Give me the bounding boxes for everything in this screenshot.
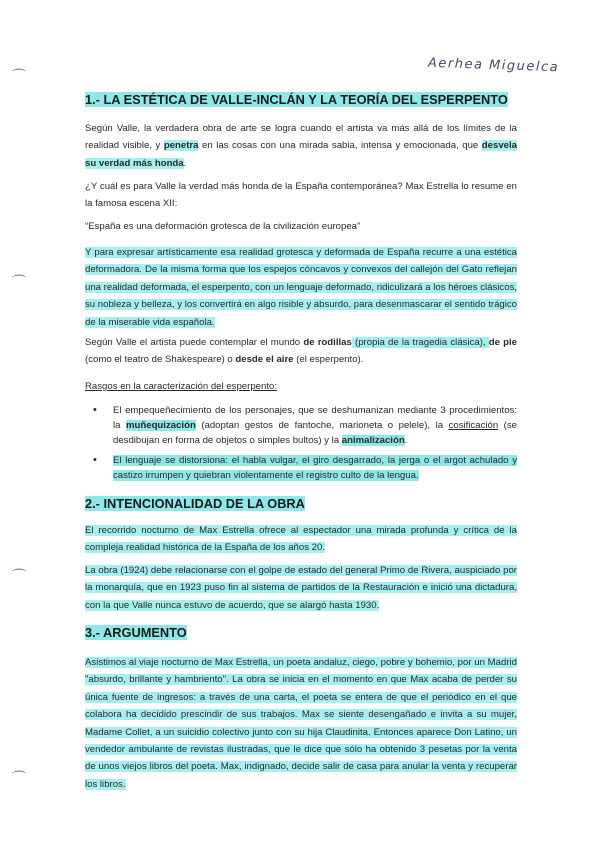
s2-paragraph-1: El recorrido nocturno de Max Estrella ofrece al espectador una mirada profunda y crítica de la compleja realidad histórica de la España de los años 20. [85,525,517,554]
section-2-heading: 2.- INTENCIONALIDAD DE LA OBRA [85,496,305,511]
s1-paragraph-4: Según Valle el artista puede contemplar el mundo de rodillas (propia de la tragedia clásica), de pie (como el teatro de Shakespeare) o desde el aire (el esperpento). [85,337,518,366]
rasgos-heading: Rasgos en la caracterización del esperpento: [85,381,277,392]
s2-paragraph-2: La obra (1924) debe relacionarse con el golpe de estado del general Primo de Rivera, auspiciado por la monarquía, que en 1923 puso fin al sistema de partidos de la Restauración e inició una dictadura, con la que Valle nunca estuvo de acuerdo, que se alargó hasta 1930. [85,565,517,611]
section-1-heading: 1.- LA ESTÉTICA DE VALLE-INCLÁN Y LA TEORÍA DEL ESPERPENTO [85,92,508,107]
s3-paragraph-1: Asistimos al viaje nocturno de Max Estrella, un poeta andaluz, ciego, pobre y bohemio, por un Madrid "absurdo, brillante y hambriento". La obra se inicia en el momento en que Max acaba de perder su única fuente de ingresos: a través de una carta, el poeta se entera de que el periódico en el que colabora ha decidido prescindir de sus trabajos. Max se siente desengañado e invita a su mujer, Madame Collet, a un suicidio colectivo junto con su hija Claudinita. Entonces aparece Don Latino, un vendedor ambulante de revistas ilustradas, que le dice que sólo ha obtenido 3 pesetas por la venta de unos viejos libros del poeta. Max, indignado, decide salir de casa para anular la venta y recuperar los libros. [85,657,517,790]
s1-paragraph-3: Y para expresar artísticamente esa realidad grotesca y deformada de España recurre a una estética deformadora. De la misma forma que los espejos cóncavos y convexos del callejón del Gato reflejan una realidad deformada, el esperpento, con un lenguaje deformado, ridiculizará a los héroes clásicos, su nobleza y belleza, y los convertirá en algo risible y absurdo, para desenmascarar el sentido trágico de la miserable vida española. [85,247,517,328]
punch-hole-mark: ⌒ [12,568,26,584]
s1-paragraph-1: Según Valle, la verdadera obra de arte se logra cuando el artista va más allá de los límites de la realidad visible, y penetra en las cosas con una mirada sabia, intensa y emocionada, que desvela su verdad más honda. [85,123,517,169]
rasgos-list [85,403,517,487]
s1-quote: “España es una deformación grotesca de la civilización europea” [85,221,361,232]
list-item: • El empequeñecimiento de los personajes, que se deshumanizan mediante 3 procedimientos: la muñequización (adoptan gestos de fantoche, marioneta o pelele), la cosificación (se desdibujan en forma de objetos o simples bultos) y la animalización. [85,403,517,449]
handwritten-signature: Aerhea Miguelca [427,55,560,76]
punch-hole-mark: ⌒ [12,770,26,786]
punch-hole-mark: ⌒ [12,68,26,84]
s1-paragraph-2: ¿Y cuál es para Valle la verdad más honda de la España contemporánea? Max Estrella lo resume en la famosa escena XII: [85,181,517,210]
punch-hole-mark: ⌒ [12,274,26,290]
section-3-heading: 3.- ARGUMENTO [85,625,187,640]
list-item: • El lenguaje se distorsiona: el habla vulgar, el giro desgarrado, la jerga o el argot achulado y castizo irrumpen y quiebran violentamente el registro culto de la lengua. [85,453,517,483]
